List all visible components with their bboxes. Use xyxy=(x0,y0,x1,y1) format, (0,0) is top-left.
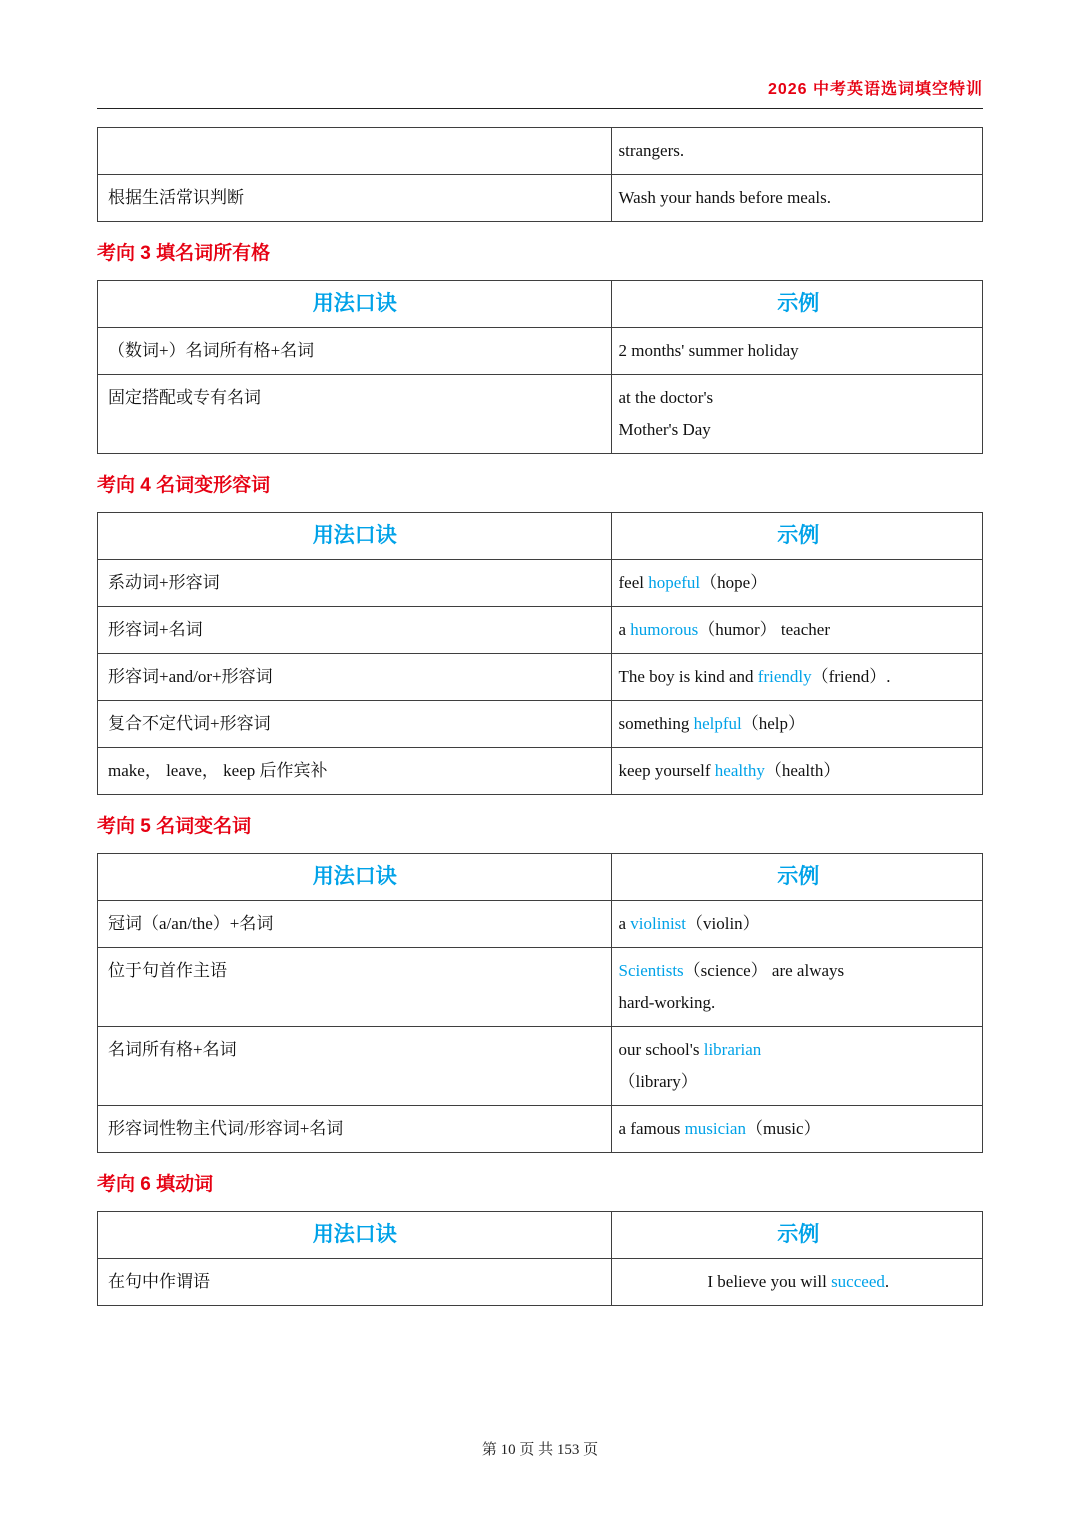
table-header-row xyxy=(98,1212,982,1259)
example-line xyxy=(618,335,978,367)
example-column-header: 示例 xyxy=(777,292,820,315)
table-header-row xyxy=(98,281,982,328)
section-heading: 考向 3 填名词所有格 xyxy=(97,243,271,264)
section-exam-point-3 xyxy=(97,222,983,454)
table-row xyxy=(98,1259,982,1305)
highlighted-word: musician xyxy=(684,1119,746,1138)
example-text: （music） xyxy=(745,1119,821,1138)
section-heading: 考向 5 名词变名词 xyxy=(97,816,252,837)
header-title: 2026 中考英语选词填空特训 xyxy=(767,81,983,98)
page-header xyxy=(97,76,983,109)
usage-cell: 根据生活常识判断 xyxy=(98,175,612,221)
example-cell xyxy=(612,701,982,747)
usage-cell: 系动词+形容词 xyxy=(98,560,612,606)
example-text: （help） xyxy=(741,714,806,733)
highlighted-word: humorous xyxy=(630,620,699,639)
usage-column-header: 用法口诀 xyxy=(98,281,612,327)
section-exam-point-4 xyxy=(97,454,983,795)
example-cell xyxy=(612,328,982,374)
usage-cell: 形容词性物主代词/形容词+名词 xyxy=(98,1106,612,1152)
highlighted-word: hopeful xyxy=(648,573,701,592)
usage-example-table xyxy=(97,853,983,1153)
example-line xyxy=(618,567,978,599)
example-line xyxy=(618,182,978,214)
example-cell xyxy=(612,654,982,700)
highlighted-word: helpful xyxy=(693,714,742,733)
table-row xyxy=(98,128,982,175)
example-cell xyxy=(612,607,982,653)
example-text: Wash your hands before meals. xyxy=(618,188,831,207)
table-row xyxy=(98,748,982,794)
highlighted-word: Scientists xyxy=(618,961,684,980)
example-text: Mother's Day xyxy=(618,420,711,439)
example-text: （friend）. xyxy=(811,667,891,686)
example-text: a xyxy=(618,914,631,933)
usage-cell: 在句中作谓语 xyxy=(98,1259,612,1305)
example-line xyxy=(618,135,978,167)
usage-cell: 冠词（a/an/the）+名词 xyxy=(98,901,612,947)
example-line xyxy=(618,614,978,646)
usage-example-table xyxy=(97,280,983,454)
example-text: （violin） xyxy=(686,914,760,933)
example-line xyxy=(618,382,978,414)
usage-column-header: 用法口诀 xyxy=(98,1212,612,1258)
example-text: keep yourself xyxy=(618,761,715,780)
example-line xyxy=(618,908,978,940)
example-text: feel xyxy=(618,573,649,592)
table-row xyxy=(98,607,982,654)
usage-example-table xyxy=(97,1211,983,1306)
usage-cell: 形容词+名词 xyxy=(98,607,612,653)
table-header-row xyxy=(98,513,982,560)
example-cell xyxy=(612,948,982,1026)
table-body xyxy=(98,128,982,221)
usage-cell: （数词+）名词所有格+名词 xyxy=(98,328,612,374)
usage-cell: make， leave， keep 后作宾补 xyxy=(98,748,612,794)
section-exam-point-5 xyxy=(97,795,983,1153)
example-line xyxy=(618,414,978,446)
example-line xyxy=(618,987,978,1019)
table-row xyxy=(98,375,982,453)
example-cell xyxy=(612,1259,982,1305)
example-text: . xyxy=(884,1272,890,1291)
highlighted-word: librarian xyxy=(703,1040,762,1059)
example-text: strangers. xyxy=(618,141,685,160)
example-text: 2 months' summer holiday xyxy=(618,341,799,360)
table-row xyxy=(98,701,982,748)
example-column-header: 示例 xyxy=(777,1223,820,1246)
example-cell xyxy=(612,560,982,606)
example-text: I believe you will xyxy=(707,1272,832,1291)
example-text: （health） xyxy=(764,761,841,780)
table-row xyxy=(98,948,982,1027)
usage-column-header: 用法口诀 xyxy=(98,513,612,559)
usage-cell: 形容词+and/or+形容词 xyxy=(98,654,612,700)
example-cell xyxy=(612,175,982,221)
example-text: a xyxy=(618,620,631,639)
example-line xyxy=(618,661,978,693)
example-text: hard-working. xyxy=(618,993,716,1012)
table-body xyxy=(98,901,982,1152)
page-footer xyxy=(97,1438,983,1527)
example-column-header: 示例 xyxy=(777,524,820,547)
usage-cell: 复合不定代词+形容词 xyxy=(98,701,612,747)
section-exam-point-6 xyxy=(97,1153,983,1306)
example-cell xyxy=(612,901,982,947)
usage-column-header: 用法口诀 xyxy=(98,854,612,900)
highlighted-word: healthy xyxy=(714,761,765,780)
example-line xyxy=(618,1266,978,1298)
usage-cell xyxy=(98,128,612,174)
usage-example-table xyxy=(97,512,983,795)
example-cell xyxy=(612,128,982,174)
example-line xyxy=(618,1066,978,1098)
highlighted-word: succeed xyxy=(831,1272,885,1291)
example-text: The boy is kind and xyxy=(618,667,758,686)
example-text: （humor） teacher xyxy=(698,620,830,639)
example-text: （hope） xyxy=(700,573,768,592)
example-cell xyxy=(612,1106,982,1152)
example-text: a famous xyxy=(618,1119,685,1138)
example-text: （science） are always xyxy=(683,961,845,980)
table-row xyxy=(98,1106,982,1152)
table-row xyxy=(98,175,982,221)
table-row xyxy=(98,560,982,607)
section-heading: 考向 6 填动词 xyxy=(97,1174,214,1195)
table-row xyxy=(98,1027,982,1106)
example-cell xyxy=(612,748,982,794)
example-text: something xyxy=(618,714,694,733)
highlighted-word: friendly xyxy=(757,667,812,686)
table-body xyxy=(98,1259,982,1305)
example-text: at the doctor's xyxy=(618,388,714,407)
table-row xyxy=(98,901,982,948)
example-line xyxy=(618,708,978,740)
example-text: our school's xyxy=(618,1040,704,1059)
section-heading: 考向 4 名词变形容词 xyxy=(97,475,271,496)
example-text: （library） xyxy=(618,1072,698,1091)
table-row xyxy=(98,654,982,701)
example-line xyxy=(618,955,978,987)
example-cell xyxy=(612,375,982,453)
highlighted-word: violinist xyxy=(630,914,687,933)
table-header-row xyxy=(98,854,982,901)
example-cell xyxy=(612,1027,982,1105)
example-line xyxy=(618,755,978,787)
example-line xyxy=(618,1034,978,1066)
usage-cell: 名词所有格+名词 xyxy=(98,1027,612,1105)
usage-cell: 固定搭配或专有名词 xyxy=(98,375,612,453)
page-number: 第 10 页 共 153 页 xyxy=(481,1442,599,1458)
table-body xyxy=(98,328,982,453)
usage-cell: 位于句首作主语 xyxy=(98,948,612,1026)
table-row xyxy=(98,328,982,375)
example-column-header: 示例 xyxy=(777,865,820,888)
continuation-table xyxy=(97,127,983,222)
table-body xyxy=(98,560,982,794)
example-line xyxy=(618,1113,978,1145)
